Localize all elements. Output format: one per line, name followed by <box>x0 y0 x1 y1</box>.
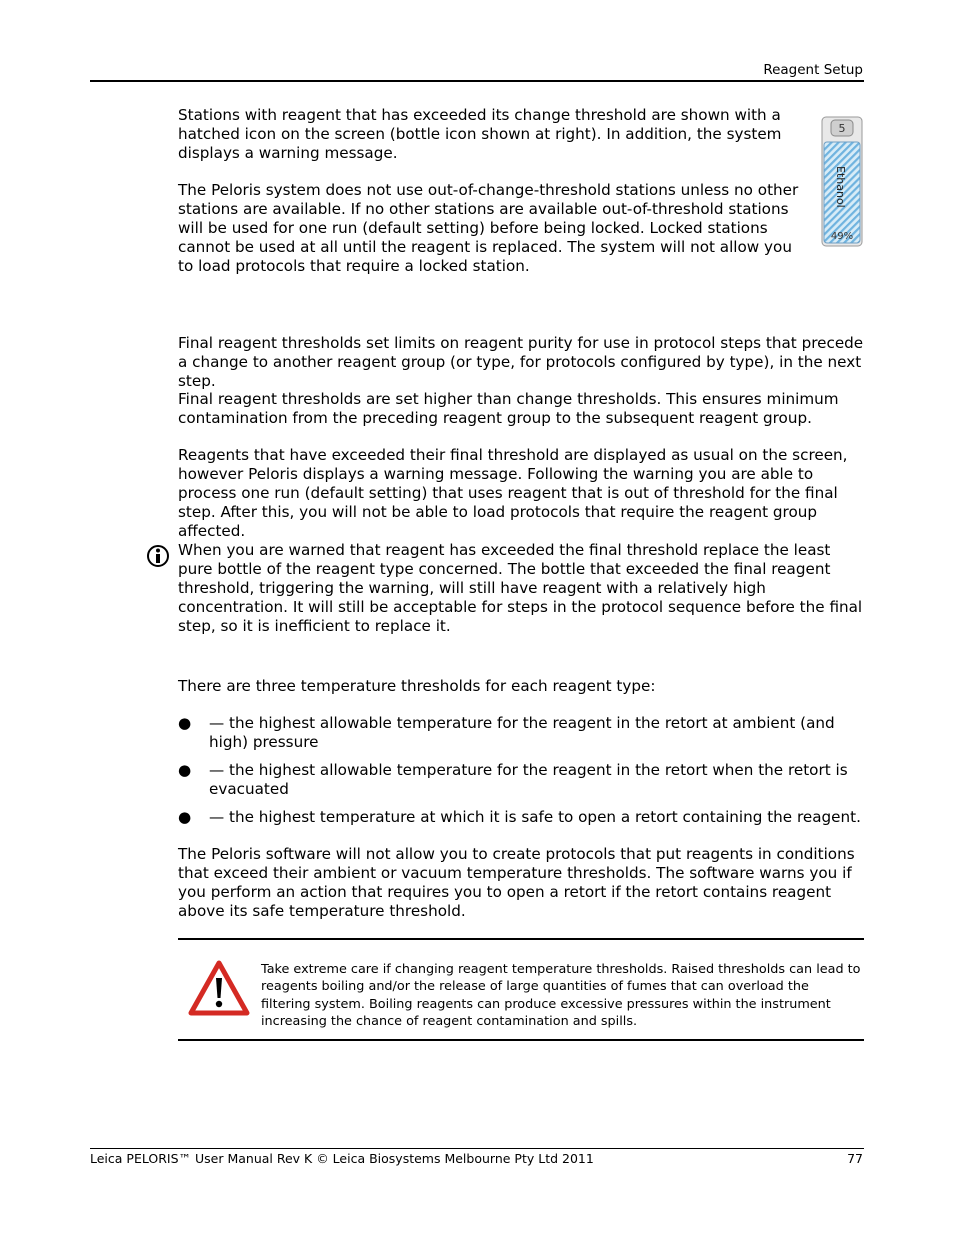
header-rule <box>90 80 864 82</box>
paragraph-out-of-threshold: The Peloris system does not use out-of-change-threshold stations unless no other stations are available. If no other stations are available out-of-threshold stations will be used for one run (default setting) before being locked. Locked stations cannot be used at all until the reagent is replaced. The system will not allow you to load protocols that require a locked station. <box>178 181 799 275</box>
paragraph-software-limits: The Peloris software will not allow you to create protocols that put reagents in conditions that exceed their ambient or vacuum temperature thresholds. The software warns you if you perform an action that requires you to open a retort if the retort contains reagent above its safe temperature threshold. <box>178 845 855 920</box>
bullet-ambient <box>178 714 864 752</box>
bullet-symbol: ● <box>178 761 192 779</box>
bottle-purity: 49% <box>830 231 854 242</box>
bottle-reagent-name: Ethanol <box>834 166 847 208</box>
bottle-icon <box>821 116 863 247</box>
paragraph-final-thresholds: Final reagent thresholds set limits on reagent purity for use in protocol steps that precede a change to another reagent group (or type, for protocols configured by type), in the next step. <box>178 334 864 390</box>
footer-copyright: Leica PELORIS™ User Manual Rev K © Leica Biosystems Melbourne Pty Ltd 2011 <box>90 1151 594 1166</box>
caution-text: Take extreme care if changing reagent temperature thresholds. Raised thresholds can lead to reagents boiling and/or the release of large quantities of fumes that can overload the filtering system. Boiling reagents can produce excessive pressures within the instrument increasing the chance of reagent contamination and spills. <box>261 962 861 1029</box>
info-icon <box>146 543 170 569</box>
paragraph-temperature-intro: There are three temperature thresholds for each reagent type: <box>178 677 656 695</box>
bullet-text: — the highest allowable temperature for the reagent in the retort at ambient (and high) pressure <box>209 714 835 751</box>
warning-triangle-icon <box>188 960 250 1016</box>
page-number: 77 <box>847 1151 863 1166</box>
paragraph-final-higher: Final reagent thresholds are set higher than change thresholds. This ensures minimum contamination from the preceding reagent group to the subsequent reagent group. <box>178 390 839 427</box>
bullet-safe <box>178 808 864 827</box>
paragraph-final-exceeded: Reagents that have exceeded their final threshold are displayed as usual on the screen, however Peloris displays a warning message. Following the warning you are able to process one run (default setting) that uses reagent that is out of threshold for the final step. After this, you will not be able to load protocols that require the reagent group affected. <box>178 446 848 540</box>
bullet-text: — the highest temperature at which it is safe to open a retort containing the reagent. <box>209 808 861 826</box>
running-header: Reagent Setup <box>763 62 863 78</box>
bottle-station-number: 5 <box>838 122 846 135</box>
note-text: When you are warned that reagent has exceeded the final threshold replace the least pure bottle of the reagent type concerned. The bottle that exceeded the final reagent threshold, triggering the warning, will still have reagent with a relatively high concentration. It will still be acceptable for steps in the protocol sequence before the final step, so it is inefficient to replace it. <box>178 541 863 635</box>
paragraph-hatched-icon: Stations with reagent that has exceeded its change threshold are shown with a hatched icon on the screen (bottle icon shown at right). In addition, the system displays a warning message. <box>178 106 782 162</box>
bullet-symbol: ● <box>178 808 192 826</box>
bullet-symbol: ● <box>178 714 192 732</box>
bullet-text: — the highest allowable temperature for the reagent in the retort when the retort is evacuated <box>209 761 848 798</box>
footer-rule <box>90 1148 864 1149</box>
bullet-vacuum <box>178 761 864 799</box>
caution-box <box>178 938 864 1041</box>
